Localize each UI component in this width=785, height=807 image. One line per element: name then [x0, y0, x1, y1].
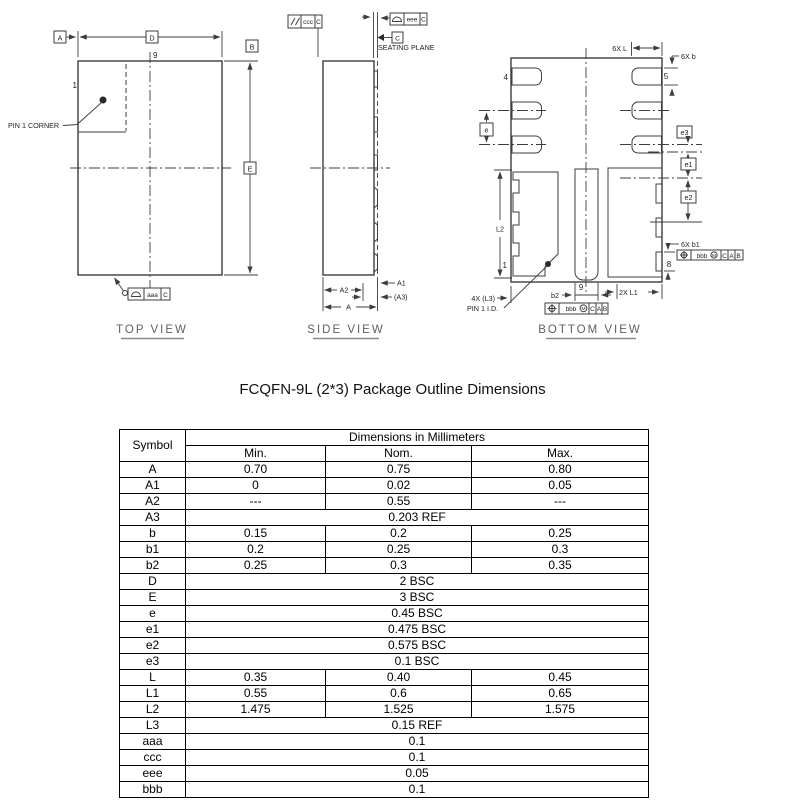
fcf-bbb-datum3: B [602, 306, 608, 313]
max-cell: 0.05 [472, 478, 649, 494]
table-row [120, 670, 649, 686]
min-cell: 0 [186, 478, 326, 494]
nom-cell: 0.2 [326, 526, 472, 542]
center-pad [575, 169, 598, 280]
bottom-view-caption: BOTTOM VIEW [538, 324, 642, 336]
symbol-cell: L [120, 670, 186, 686]
symbol-cell: L1 [120, 686, 186, 702]
max-cell: 1.575 [472, 702, 649, 718]
symbol-cell: A [120, 462, 186, 478]
fcf-bbb-datum2: A [729, 252, 734, 260]
fcf-ccc [288, 15, 322, 57]
fcf-aaa [115, 278, 171, 300]
pin-number-1: 1 [72, 81, 77, 90]
value-cell: 0.203 REF [186, 510, 649, 526]
dim-e3-e1-e2 [677, 126, 696, 220]
dim-2x-l1-label: 2X L1 [619, 288, 638, 297]
dim-6x-b-label: 6X b [681, 52, 696, 61]
symbol-cell: A3 [120, 510, 186, 526]
nom-cell: 0.55 [326, 494, 472, 510]
thermal-pad-left [513, 172, 558, 276]
table-row [120, 606, 649, 622]
fcf-bbb-modifier: M [581, 307, 586, 313]
dimensions-table-body [120, 462, 649, 798]
datum-triangle-icon [378, 34, 385, 41]
terminal-pads [512, 68, 662, 280]
bottom-view [467, 42, 743, 339]
pin-number-4: 4 [503, 73, 508, 82]
table-row [120, 526, 649, 542]
group-header: Dimensions in Millimeters [186, 430, 649, 446]
symbol-cell: bbb [120, 782, 186, 798]
max-cell: 0.25 [472, 526, 649, 542]
dim-6x-l [612, 42, 662, 56]
max-header: Max. [472, 446, 649, 462]
symbol-header: Symbol [120, 430, 186, 462]
pin-number-1: 1 [502, 261, 507, 270]
table-row [120, 510, 649, 526]
dim-d-label: D [149, 33, 155, 43]
dim-e-label: E [247, 164, 253, 174]
max-cell: 0.45 [472, 670, 649, 686]
dim-e3-label: e3 [680, 128, 689, 137]
nom-cell: 0.75 [326, 462, 472, 478]
value-cell: 0.1 [186, 734, 649, 750]
seating-plane-lines [362, 12, 378, 58]
value-cell: 3 BSC [186, 590, 649, 606]
fcf-bbb-tolerance: bbb [565, 306, 577, 313]
table-row [120, 702, 649, 718]
fcf-eee [381, 13, 427, 25]
top-view [8, 31, 258, 339]
datum-c-label: C [395, 35, 400, 43]
nom-header: Nom. [326, 446, 472, 462]
min-cell: 1.475 [186, 702, 326, 718]
symbol-cell: e2 [120, 638, 186, 654]
fcf-bbb-datum2: A [596, 306, 602, 313]
table-row [120, 654, 649, 670]
table-row [120, 718, 649, 734]
min-cell: 0.70 [186, 462, 326, 478]
nom-cell: 0.02 [326, 478, 472, 494]
symbol-cell: A1 [120, 478, 186, 494]
symbol-cell: L2 [120, 702, 186, 718]
min-header: Min. [186, 446, 326, 462]
table-row [120, 494, 649, 510]
table-row [120, 766, 649, 782]
max-cell: 0.65 [472, 686, 649, 702]
dim-e-pitch [480, 113, 493, 142]
dim-e2-label: e2 [684, 193, 693, 202]
side-view [288, 12, 435, 339]
pin1-id-callout [467, 266, 547, 313]
thermal-pad-right [608, 168, 662, 277]
dim-4x-l3-label: 4X (L3) [471, 294, 495, 303]
nom-cell: 0.25 [326, 542, 472, 558]
fcf-bbb-datum3: B [736, 252, 741, 260]
dim-6x-b1-label: 6X b1 [681, 240, 700, 249]
pin1-corner-callout [8, 103, 101, 130]
dim-l2-label: L2 [496, 224, 504, 234]
value-cell: 0.1 BSC [186, 654, 649, 670]
fcf-bbb-datum1: C [722, 252, 727, 260]
package-outline-drawing [0, 0, 785, 362]
seating-plane-label: SEATING PLANE [378, 43, 435, 52]
pin-number-5: 5 [663, 72, 669, 81]
fcf-aaa-tolerance: aaa [147, 292, 158, 299]
datum-a [54, 31, 76, 43]
symbol-cell: L3 [120, 718, 186, 734]
max-cell: --- [472, 494, 649, 510]
min-cell: 0.55 [186, 686, 326, 702]
table-row [120, 462, 649, 478]
symbol-cell: b2 [120, 558, 186, 574]
symbol-cell: b [120, 526, 186, 542]
min-cell: 0.25 [186, 558, 326, 574]
fcf-eee-datum: C [421, 16, 426, 24]
value-cell: 0.05 [186, 766, 649, 782]
dim-6x-l-label: 6X L [612, 44, 627, 53]
dim-a-label: A [346, 302, 351, 312]
dim-2x-l1 [605, 284, 662, 299]
pin1-id-dot [545, 261, 551, 267]
symbol-cell: e [120, 606, 186, 622]
datum-c-seating [378, 32, 435, 52]
max-cell: 0.35 [472, 558, 649, 574]
fcf-bbb-datum1: C [590, 306, 595, 313]
fcf-aaa-datum: C [163, 292, 168, 299]
pin-number-9: 9 [153, 51, 158, 60]
symbol-cell: D [120, 574, 186, 590]
symbol-cell: e3 [120, 654, 186, 670]
dim-a1-label: A1 [397, 278, 406, 288]
symbol-cell: E [120, 590, 186, 606]
datum-a-label: A [57, 33, 63, 43]
page-title: FCQFN-9L (2*3) Package Outline Dimensions [239, 381, 546, 398]
table-row [120, 638, 649, 654]
fcf-bbb-modifier: M [712, 253, 716, 259]
min-cell: 0.35 [186, 670, 326, 686]
table-row [120, 542, 649, 558]
package-body-side [310, 61, 390, 275]
dim-b2-label: b2 [551, 291, 559, 300]
fcf-bbb-bottom [545, 303, 608, 314]
dim-e1-label: e1 [684, 160, 693, 169]
pin1-corner-dot [100, 97, 107, 104]
table-row [120, 686, 649, 702]
fcf-eee-tolerance: eee [406, 16, 418, 24]
symbol-cell: A2 [120, 494, 186, 510]
table-row [120, 558, 649, 574]
side-view-caption: SIDE VIEW [307, 324, 385, 336]
table-header-row [120, 430, 649, 446]
value-cell: 2 BSC [186, 574, 649, 590]
symbol-cell: b1 [120, 542, 186, 558]
min-cell: 0.15 [186, 526, 326, 542]
dimensions-table [119, 429, 649, 798]
value-cell: 0.45 BSC [186, 606, 649, 622]
dim-4x-l3 [471, 286, 511, 303]
pin-number-8: 8 [666, 260, 672, 269]
table-row [120, 590, 649, 606]
value-cell: 0.1 [186, 750, 649, 766]
table-row [120, 750, 649, 766]
fcf-bbb-tolerance: bbb [696, 252, 708, 260]
value-cell: 0.1 [186, 782, 649, 798]
table-row [120, 782, 649, 798]
table-row [120, 622, 649, 638]
value-cell: 0.575 BSC [186, 638, 649, 654]
top-view-caption: TOP VIEW [116, 324, 188, 336]
dim-a3-label: (A3) [394, 292, 408, 302]
max-cell: 0.80 [472, 462, 649, 478]
min-cell: 0.2 [186, 542, 326, 558]
min-cell: --- [186, 494, 326, 510]
table-row [120, 734, 649, 750]
datum-b [246, 40, 258, 52]
table-subheader-row [120, 446, 649, 462]
table-row [120, 478, 649, 494]
datum-b-label: B [249, 42, 255, 52]
nom-cell: 0.40 [326, 670, 472, 686]
max-cell: 0.3 [472, 542, 649, 558]
nom-cell: 0.6 [326, 686, 472, 702]
value-cell: 0.15 REF [186, 718, 649, 734]
package-body-top [70, 52, 231, 291]
symbol-cell: e1 [120, 622, 186, 638]
table-row [120, 574, 649, 590]
nom-cell: 1.525 [326, 702, 472, 718]
symbol-cell: eee [120, 766, 186, 782]
dim-e-label: e [484, 125, 489, 135]
side-bottom-dims [323, 277, 408, 312]
nom-cell: 0.3 [326, 558, 472, 574]
symbol-cell: aaa [120, 734, 186, 750]
fcf-ccc-datum: C [316, 19, 321, 26]
dim-6x-b [664, 52, 696, 95]
fcf-ccc-tolerance: ccc [303, 19, 313, 26]
symbol-cell: ccc [120, 750, 186, 766]
pin1-id-label: PIN 1 I.D. [467, 304, 499, 313]
fcf-bbb-right [677, 250, 743, 260]
value-cell: 0.475 BSC [186, 622, 649, 638]
pin-number-9: 9 [578, 283, 584, 292]
pin1-corner-label: PIN 1 CORNER [8, 121, 60, 130]
dim-a2-label: A2 [339, 285, 349, 295]
